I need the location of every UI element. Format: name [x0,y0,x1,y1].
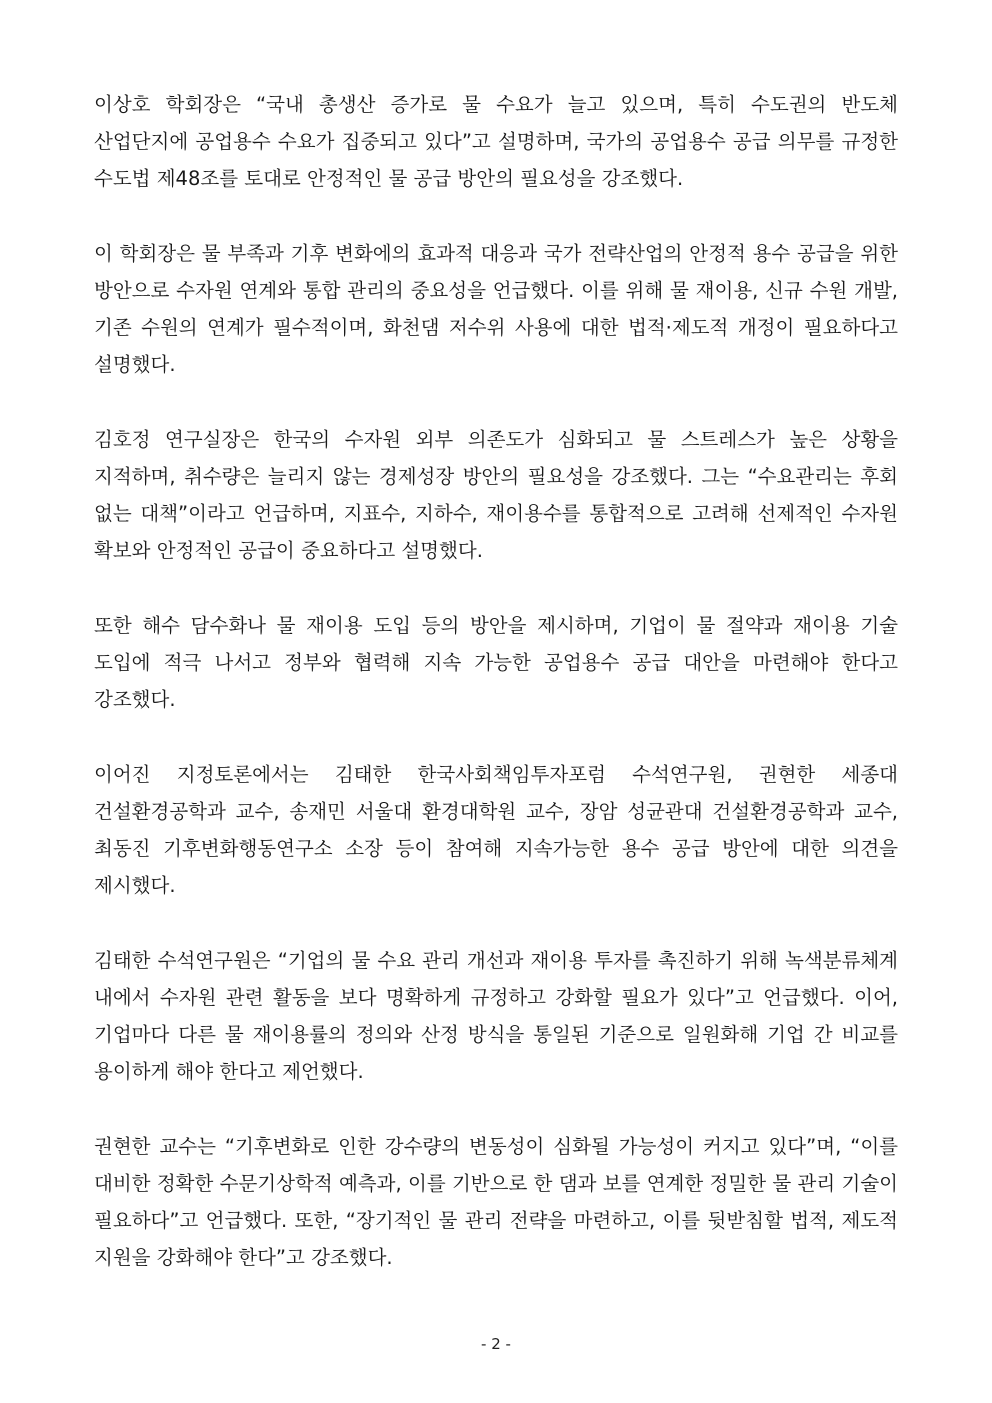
paragraph-5: 이어진 지정토론에서는 김태한 한국사회책임투자포럼 수석연구원, 권현한 세종대 건설환경공학과 교수, 송재민 서울대 환경대학원 교수, 장암 성균관대 건설환경공학과 교수, 최동진 기후변화행동연구소 소장 등이 참여해 지속가능한 용수 공급 방안에 대한 의견을 제시했다. [94,763,898,897]
paragraph-3: 김호정 연구실장은 한국의 수자원 외부 의존도가 심화되고 물 스트레스가 높은 상황을 지적하며, 취수량은 늘리지 않는 경제성장 방안의 필요성을 강조했다. 그는 “수요관리는 후회 없는 대책”이라고 언급하며, 지표수, 지하수, 재이용수를 통합적으로 고려해 선제적인 수자원 확보와 안정적인 공급이 중요하다고 설명했다. [94,428,898,562]
paragraph-6: 김태한 수석연구원은 “기업의 물 수요 관리 개선과 재이용 투자를 촉진하기 위해 녹색분류체계 내에서 수자원 관련 활동을 보다 명확하게 규정하고 강화할 필요가 있다”고 언급했다. 이어, 기업마다 다른 물 재이용률의 정의와 산정 방식을 통일된 기준으로 일원화해 기업 간 비교를 용이하게 해야 한다고 제언했다. [94,949,898,1083]
paragraph-1: 이상호 학회장은 “국내 총생산 증가로 물 수요가 늘고 있으며, 특히 수도권의 반도체 산업단지에 공업용수 수요가 집중되고 있다”고 설명하며, 국가의 공업용수 공급 의무를 규정한 수도법 제48조를 토대로 안정적인 물 공급 방안의 필요성을 강조했다. [94,93,898,190]
document-body [94,86,898,1314]
paragraph-2: 이 학회장은 물 부족과 기후 변화에의 효과적 대응과 국가 전략산업의 안정적 용수 공급을 위한 방안으로 수자원 연계와 통합 관리의 중요성을 언급했다. 이를 위해 물 재이용, 신규 수원 개발, 기존 수원의 연계가 필수적이며, 화천댐 저수위 사용에 대한 법적·제도적 개정이 필요하다고 설명했다. [94,242,898,376]
page-number: - 2 - [481,1335,511,1353]
paragraph-4: 또한 해수 담수화나 물 재이용 도입 등의 방안을 제시하며, 기업이 물 절약과 재이용 기술 도입에 적극 나서고 정부와 협력해 지속 가능한 공업용수 공급 대안을 마련해야 한다고 강조했다. [94,614,898,711]
paragraph-7: 권현한 교수는 “기후변화로 인한 강수량의 변동성이 심화될 가능성이 커지고 있다”며, “이를 대비한 정확한 수문기상학적 예측과, 이를 기반으로 한 댐과 보를 연계한 정밀한 물 관리 기술이 필요하다”고 언급했다. 또한, “장기적인 물 관리 전략을 마련하고, 이를 뒷받침할 법적, 제도적 지원을 강화해야 한다”고 강조했다. [94,1135,898,1269]
